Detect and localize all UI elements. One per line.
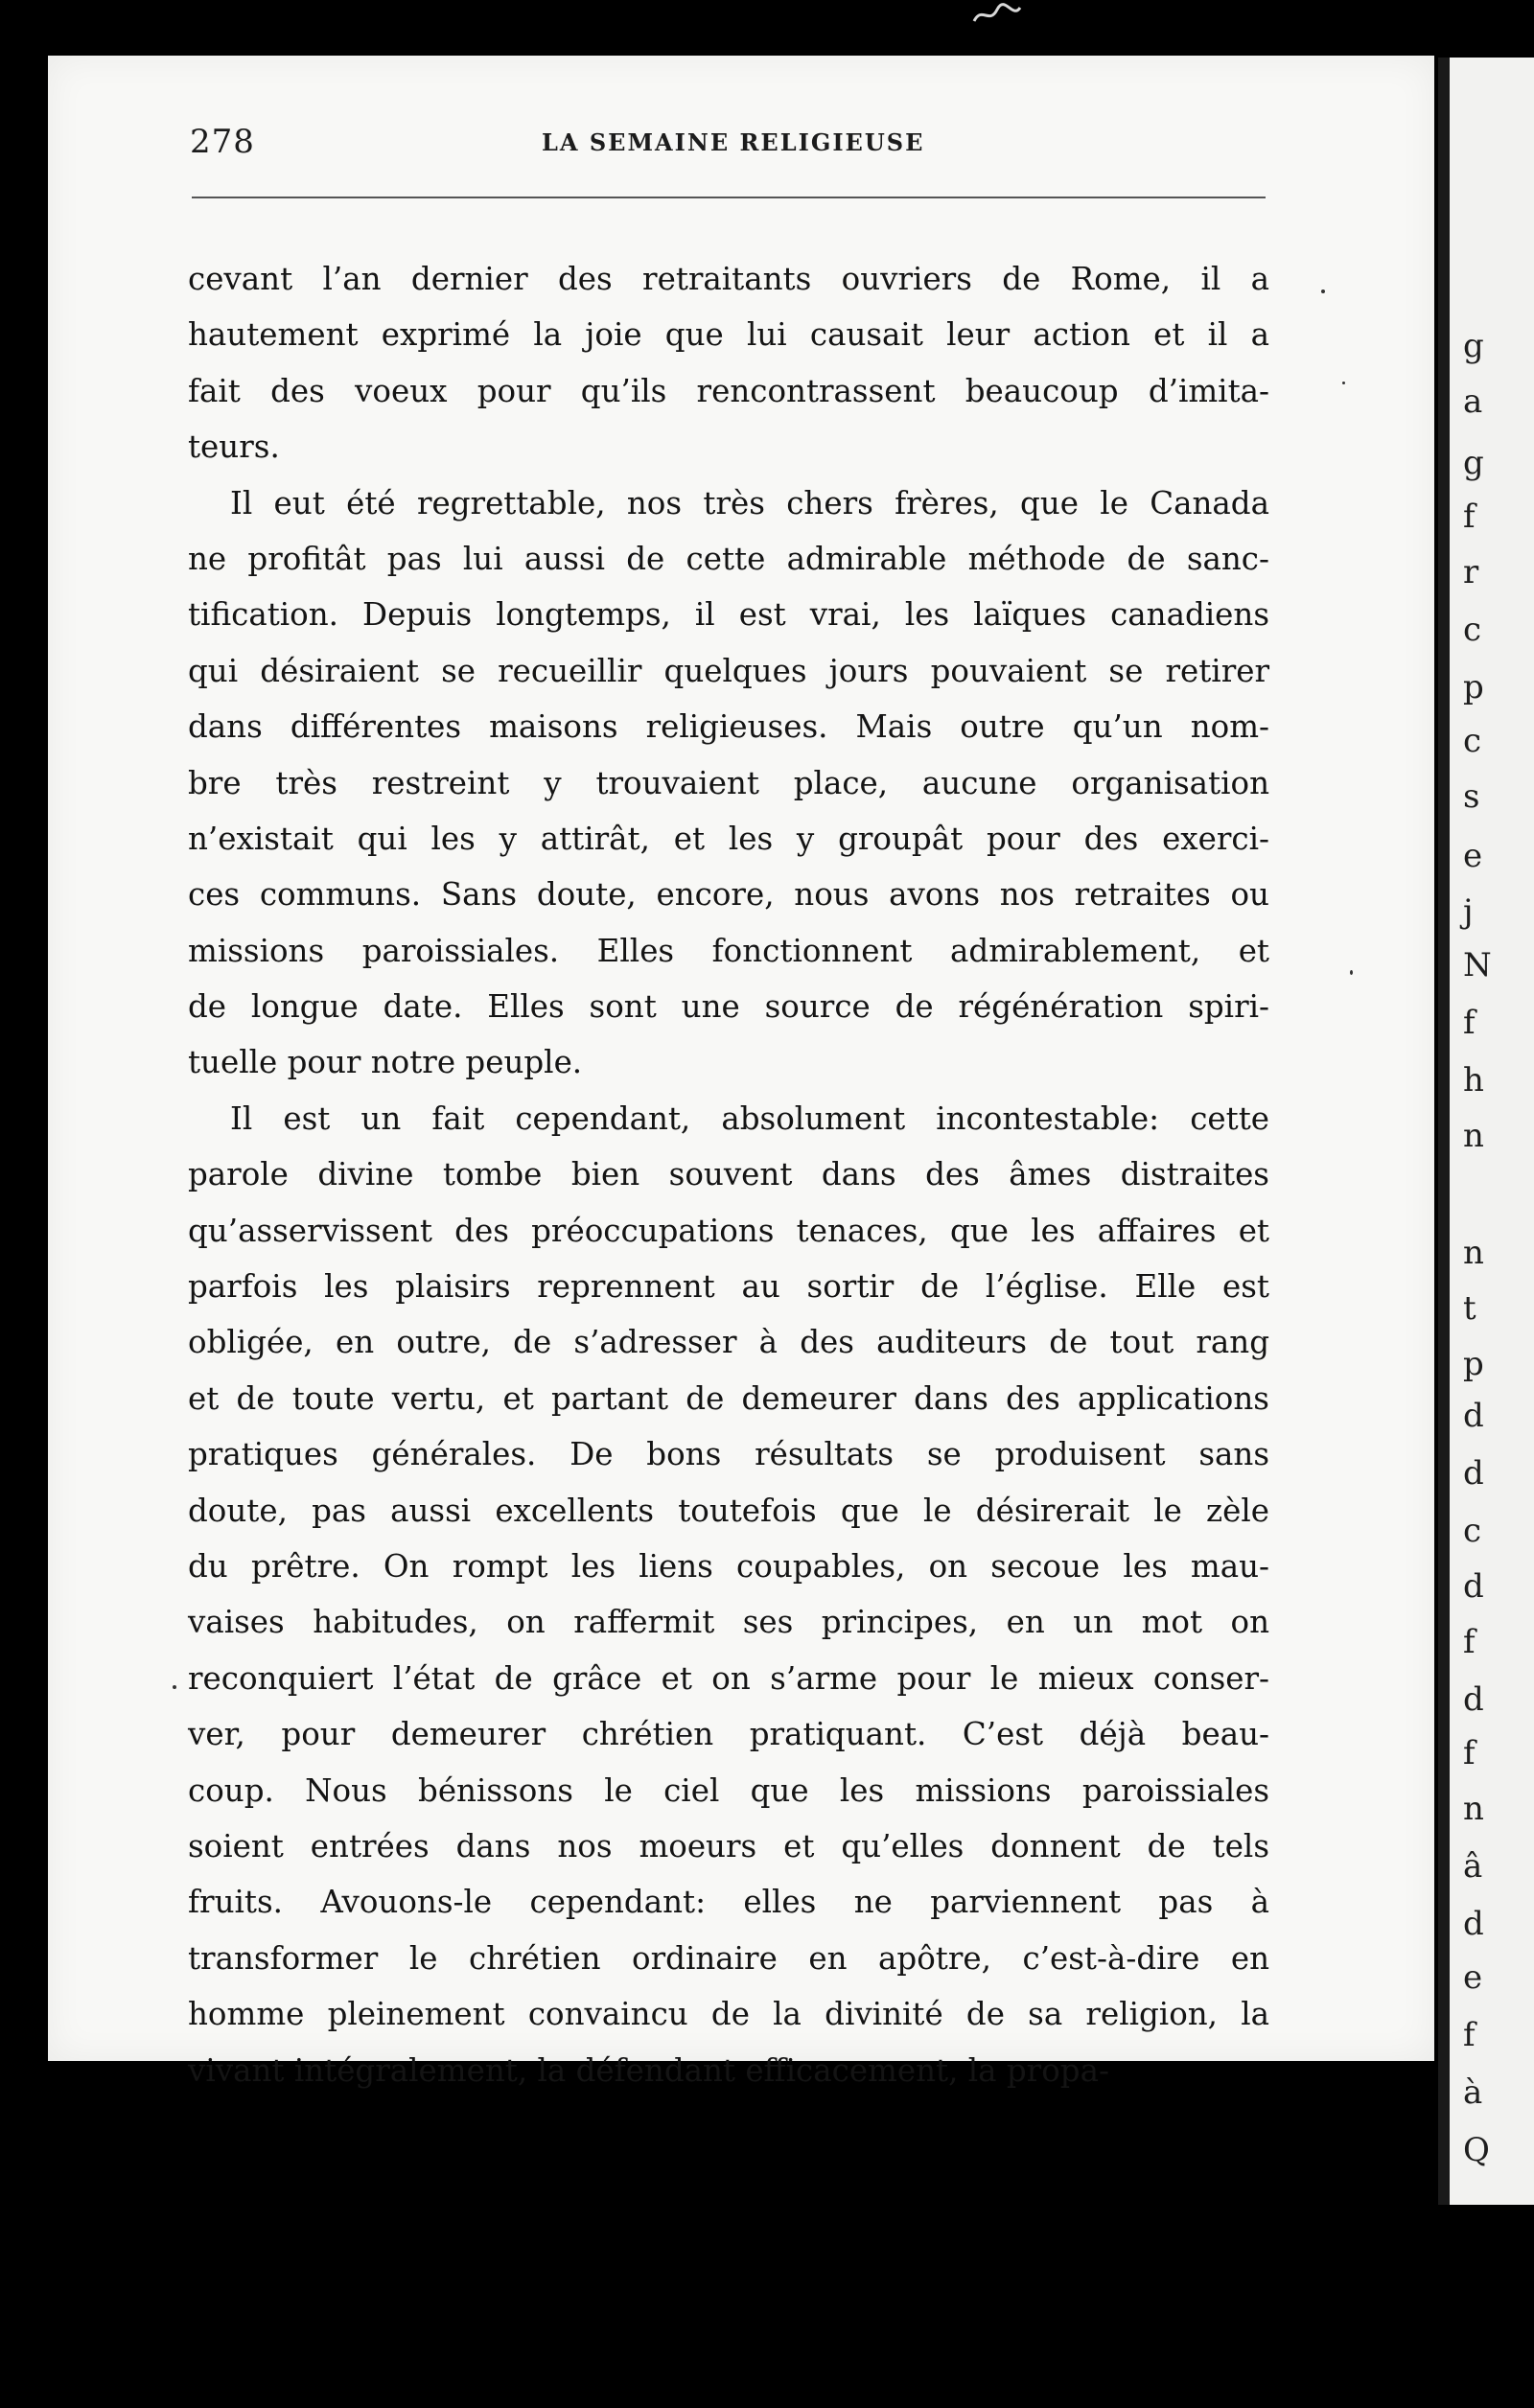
text-line: ces communs. Sans doute, encore, nous avons nos retraites ou	[188, 876, 1269, 914]
facing-page-letter: c	[1463, 1512, 1482, 1550]
facing-page-letter: p	[1463, 1345, 1484, 1383]
text-line: pratiques générales. De bons résultats se produisent sans	[188, 1436, 1269, 1473]
facing-page-letter: c	[1463, 611, 1482, 649]
facing-page-letter: d	[1463, 1567, 1484, 1606]
text-line: reconquiert l’état de grâce et on s’arme pour le mieux conser-	[188, 1659, 1269, 1697]
facing-page-letter: â	[1463, 1847, 1483, 1886]
facing-page-letter: e	[1463, 837, 1483, 875]
facing-page-letter: a	[1463, 382, 1483, 421]
facing-page-letter: f	[1463, 1734, 1476, 1772]
text-line: qui désiraient se recueillir quelques jours pouvaient se retirer	[188, 652, 1269, 689]
text-line: vivant intégralement, la défendant efficacement, la propa-	[188, 2051, 1109, 2089]
film-mark-icon	[968, 0, 1026, 29]
text-line: bre très restreint y trouvaient place, aucune organisation	[188, 764, 1269, 801]
facing-page-letter: t	[1463, 1289, 1476, 1328]
facing-page-letter: d	[1463, 1397, 1484, 1435]
text-line: fruits. Avouons-le cependant: elles ne parviennent pas à	[188, 1884, 1269, 1921]
facing-page-letter: à	[1463, 2073, 1483, 2112]
text-line: obligée, en outre, de s’adresser à des auditeurs de tout rang	[188, 1324, 1269, 1361]
facing-page-letter: j	[1463, 892, 1474, 931]
facing-page-letter: f	[1463, 1004, 1476, 1042]
running-title: LA SEMAINE RELIGIEUSE	[542, 128, 925, 156]
text-line: cevant l’an dernier des retraitants ouvriers de Rome, il a	[188, 261, 1269, 297]
facing-page-letter: n	[1463, 1790, 1484, 1828]
text-line: de longue date. Elles sont une source de régénération spiri-	[188, 988, 1269, 1026]
text-line: qu’asservissent des préoccupations tenaces, que les affaires et	[188, 1212, 1269, 1249]
text-line: fait des voeux pour qu’ils rencontrassent beaucoup d’imita-	[188, 372, 1269, 409]
page-number: 278	[190, 123, 255, 161]
facing-page-letter: d	[1463, 1454, 1484, 1493]
scan-speck	[1342, 382, 1345, 384]
facing-page-edge	[1438, 58, 1534, 2205]
text-line: soient entrées dans nos moeurs et qu’elles donnent de tels	[188, 1827, 1269, 1864]
facing-page-letter: n	[1463, 1234, 1484, 1272]
scan-speck	[1350, 970, 1353, 975]
facing-page-letter: f	[1463, 1623, 1476, 1661]
text-line: doute, pas aussi excellents toutefois que le désirerait le zèle	[188, 1492, 1269, 1529]
scan-speck	[173, 1685, 176, 1689]
text-line: homme pleinement convaincu de la divinité de sa religion, la	[188, 1996, 1269, 2033]
text-line: dans différentes maisons religieuses. Mais outre qu’un nom-	[188, 708, 1269, 746]
text-line: tuelle pour notre peuple.	[188, 1044, 583, 1081]
facing-page-letter: n	[1463, 1117, 1484, 1155]
text-line: Il eut été regrettable, nos très chers frères, que le Canada	[230, 484, 1269, 521]
facing-page-letter: h	[1463, 1061, 1484, 1100]
facing-page-letter: g	[1463, 327, 1484, 365]
text-line: et de toute vertu, et partant de demeurer dans des applications	[188, 1379, 1269, 1417]
text-line: coup. Nous bénissons le ciel que les missions paroissiales	[188, 1771, 1269, 1809]
facing-page-letter: e	[1463, 1958, 1483, 1997]
text-line: du prêtre. On rompt les liens coupables, on secoue les mau-	[188, 1547, 1269, 1585]
text-line: Il est un fait cependant, absolument incontestable: cette	[230, 1100, 1269, 1137]
facing-page-letter: g	[1463, 444, 1484, 482]
text-line: n’existait qui les y attirât, et les y groupât pour des exerci-	[188, 820, 1269, 857]
facing-page-letter: p	[1463, 668, 1484, 706]
text-line: transformer le chrétien ordinaire en apôtre, c’est-à-dire en	[188, 1939, 1269, 1977]
text-line: tification. Depuis longtemps, il est vrai, les laïques canadiens	[188, 596, 1269, 634]
text-line: hautement exprimé la joie que lui causait leur action et il a	[188, 316, 1269, 354]
text-line: parole divine tombe bien souvent dans des âmes distraites	[188, 1156, 1269, 1193]
facing-page-letter: d	[1463, 1905, 1484, 1943]
facing-page-letter: s	[1463, 777, 1480, 816]
facing-page-letter: N	[1463, 946, 1492, 984]
facing-page-letter: f	[1463, 2016, 1476, 2054]
facing-page-letter: f	[1463, 498, 1476, 536]
text-line: ne profitât pas lui aussi de cette admirable méthode de sanc-	[188, 540, 1269, 577]
text-line: missions paroissiales. Elles fonctionnent admirablement, et	[188, 932, 1269, 969]
facing-page-letter: d	[1463, 1680, 1484, 1719]
header-rule	[192, 197, 1266, 198]
scan-speck	[1321, 289, 1325, 293]
facing-page-letter: Q	[1463, 2131, 1490, 2169]
text-line: vaises habitudes, on raffermit ses principes, en un mot on	[188, 1604, 1269, 1641]
facing-page-letter: r	[1463, 553, 1479, 591]
text-line: ver, pour demeurer chrétien pratiquant. C’est déjà beau-	[188, 1716, 1269, 1753]
text-line: teurs.	[188, 428, 280, 466]
text-line: parfois les plaisirs reprennent au sortir de l’église. Elle est	[188, 1268, 1269, 1306]
facing-page-letter: c	[1463, 722, 1482, 760]
body-text	[188, 251, 1269, 2098]
